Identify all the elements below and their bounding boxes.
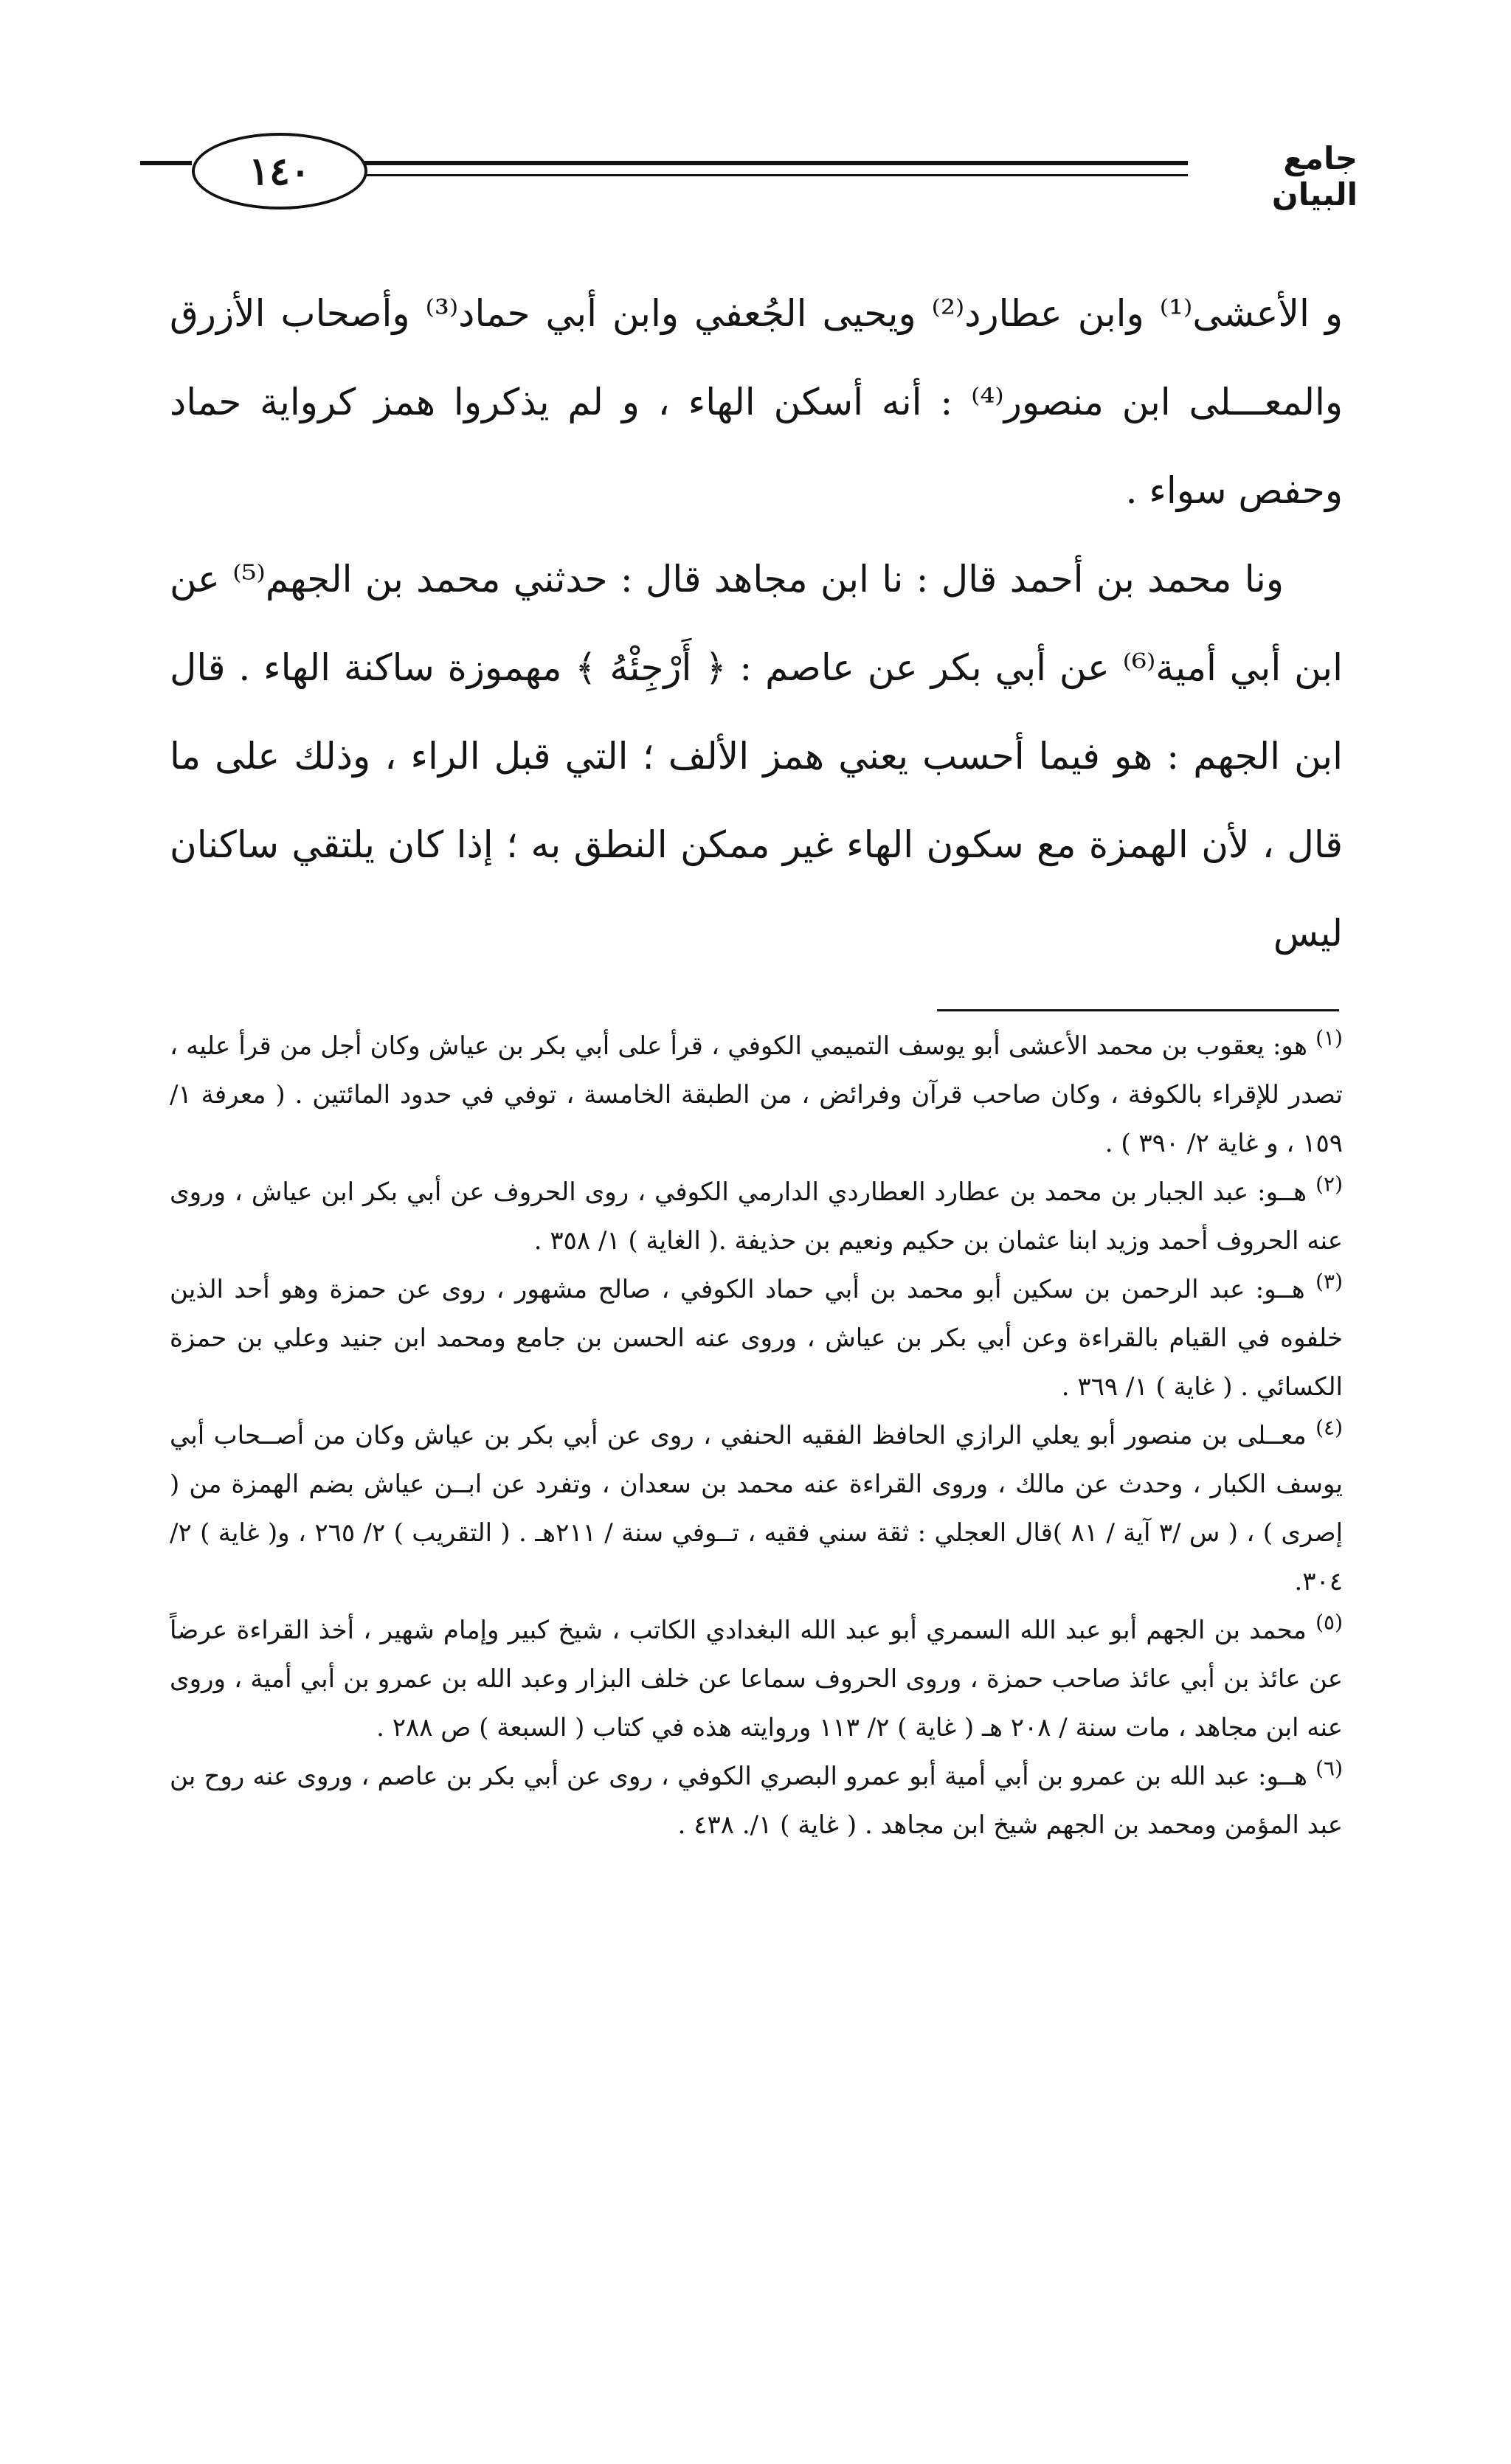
footnote	[170, 1265, 1343, 1411]
header-rule-left	[140, 161, 192, 165]
footnote	[170, 1411, 1343, 1606]
footnote-marker: (٣)	[1315, 1269, 1343, 1294]
header-rule-thin	[362, 174, 1188, 176]
page-number: ١٤٠	[249, 148, 311, 194]
footnote-text: هــو: عبد الجبار بن محمد بن عطارد العطاردي الدارمي الكوفي ، روى الحروف عن أبي بكر ابن عياش ، وروى عنه الحروف أحمد وزيد ابنا عثمان بن حكيم ونعيم بن حذيفة .( الغاية ) ١/ ٣٥٨ .	[170, 1177, 1343, 1256]
footnote-text: هــو: عبد الله بن عمرو بن أبي أمية أبو عمرو البصري الكوفي ، روى عن أبي بكر بن عاصم ، وروى عنه روح بن عبد المؤمن ومحمد بن الجهم شيخ ابن مجاهد . ( غاية ) ١/. ٤٣٨ .	[170, 1762, 1343, 1840]
running-title: جامع البيان	[1271, 140, 1358, 212]
running-header	[140, 133, 1358, 212]
main-paragraph: و الأعشى⁽¹⁾ وابن عطارد⁽²⁾ ويحيى الجُعفي وابن أبي حماد⁽³⁾ وأصحاب الأزرق والمعـــلى ابن منصور⁽⁴⁾ : أنه أسكن الهاء ، و لم يذكروا همز كرواية حماد وحفص سواء .	[170, 292, 1343, 512]
footnote-marker: (٤)	[1315, 1415, 1343, 1440]
footnote-marker: (٦)	[1315, 1756, 1343, 1781]
footnotes	[170, 1022, 1343, 1849]
footnote	[170, 1606, 1343, 1752]
footnote-marker: (١)	[1315, 1025, 1343, 1051]
footnote	[170, 1168, 1343, 1265]
footnote-marker: (٢)	[1315, 1172, 1343, 1197]
footnote-text: هــو: عبد الرحمن بن سكين أبو محمد بن أبي حماد الكوفي ، صالح مشهور ، روى عن حمزة وهو أحد الذين خلفوه في القيام بالقراءة وعن أبي بكر بن عياش ، وروى عنه الحسن بن جامع ومحمد ابن جنيد وعلي بن حمزة الكسائي . ( غاية ) ١/ ٣٦٩ .	[170, 1275, 1343, 1402]
footnote-separator	[937, 1009, 1339, 1011]
footnote	[170, 1752, 1343, 1849]
header-rule-thick	[362, 161, 1188, 165]
footnote-text: معــلى بن منصور أبو يعلي الرازي الحافظ الفقيه الحنفي ، روى عن أبي بكر بن عياش وكان من أصــحاب أبي يوسف الكبار ، وحدث عن مالك ، وروى القراءة عنه محمد بن سعدان ، وتفرد عن ابــن عياش بضم الهمزة من ( إصرى ) ، ( س /٣ آية / ٨١ )قال العجلي : ثقة سني فقيه ، تــوفي سنة / ٢١١هـ . ( التقريب ) ٢/ ٢٦٥ ، و( غاية ) ٢/ ٣٠٤.	[170, 1421, 1344, 1596]
main-text	[170, 269, 1343, 977]
main-paragraph: ونا محمد بن أحمد قال : نا ابن مجاهد قال : حدثني محمد بن الجهم⁽⁵⁾ عن ابن أبي أمية⁽⁶⁾ عن أبي بكر عن عاصم : ﴿ أَرْجِئْهُ ﴾ مهموزة ساكنة الهاء . قال ابن الجهم : هو فيما أحسب يعني همز الألف ؛ التي قبل الراء ، وذلك على ما قال ، لأن الهمزة مع سكون الهاء غير ممكن النطق به ؛ إذا كان يلتقي ساكنان ليس	[170, 558, 1343, 955]
footnote-marker: (٥)	[1315, 1610, 1343, 1635]
page-number-frame	[192, 133, 367, 210]
footnote-text: هو: يعقوب بن محمد الأعشى أبو يوسف التميمي الكوفي ، قرأ على أبي بكر بن عياش وكان أجل من قرأ عليه ، تصدر للإقراء بالكوفة ، وكان صاحب قرآن وفرائض ، من الطبقة الخامسة ، توفي في حدود المائتين . ( معرفة ١/ ١٥٩ ، و غاية ٢/ ٣٩٠ ) .	[170, 1031, 1343, 1158]
footnote-text: محمد بن الجهم أبو عبد الله السمري أبو عبد الله البغدادي الكاتب ، شيخ كبير وإمام شهير ، أخذ القراءة عرضاً عن عائذ بن أبي عائذ صاحب حمزة ، وروى الحروف سماعا عن خلف البزار وعبد الله بن عمرو بن أبي أمية ، وروى عنه ابن مجاهد ، مات سنة / ٢٠٨ هـ ( غاية ) ٢/ ١١٣ وروايته هذه في كتاب ( السبعة ) ص ٢٨٨ .	[170, 1616, 1343, 1743]
footnote	[170, 1022, 1343, 1168]
